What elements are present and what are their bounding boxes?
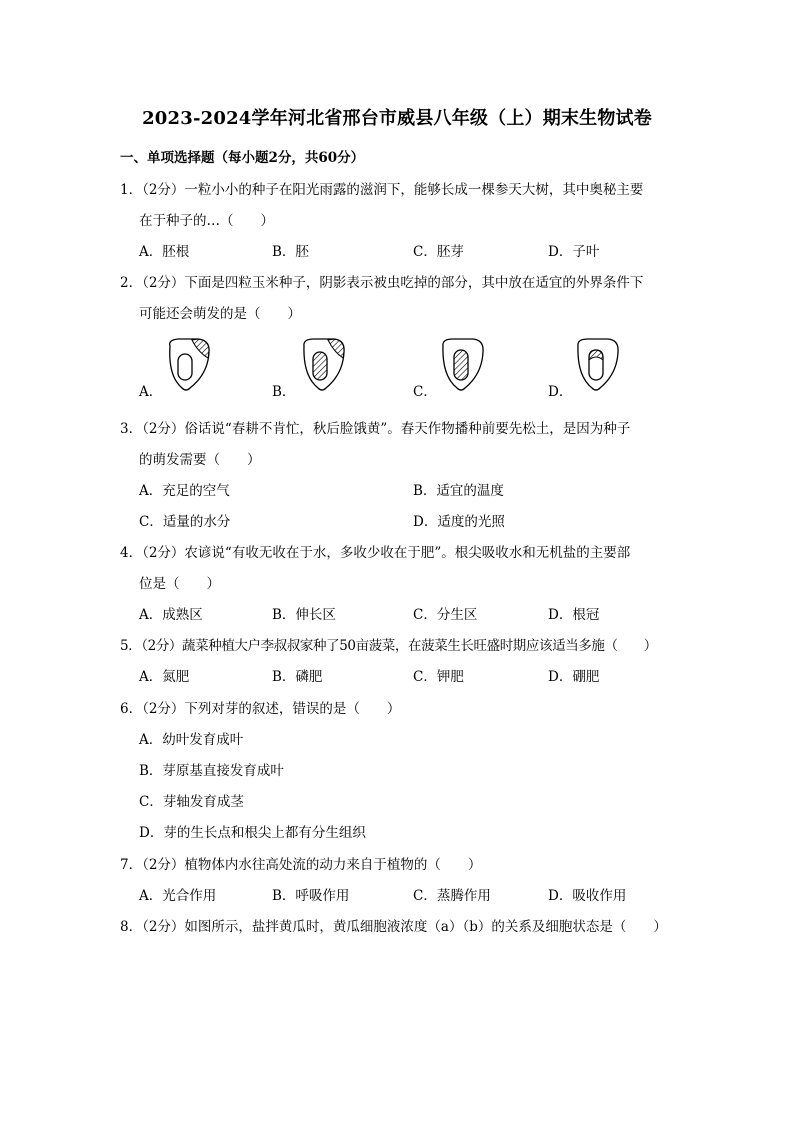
question-7-line1: 7．（2分）植物体内水往高处流的动力来自于植物的（ ） bbox=[120, 857, 482, 873]
seed-figure-d bbox=[572, 336, 624, 396]
question-4-line1: 4．（2分）农谚说“有收无收在于水，多收少收在于肥”。根尖吸收水和无机盐的主要部 bbox=[120, 545, 631, 561]
q3-option-a: A．充足的空气 bbox=[139, 483, 230, 499]
q6-option-a: A．幼叶发育成叶 bbox=[139, 732, 244, 748]
question-4-line2: 位是（ ） bbox=[139, 576, 220, 592]
page-title: 2023-2024学年河北省邢台市威县八年级（上）期末生物试卷 bbox=[142, 108, 652, 129]
q7-option-c: C．蒸腾作用 bbox=[413, 888, 491, 904]
q5-option-b: B．磷肥 bbox=[272, 669, 323, 685]
q7-option-b: B．呼吸作用 bbox=[272, 888, 350, 904]
q4-option-a: A．成熟区 bbox=[139, 607, 203, 623]
seed-figure-a bbox=[162, 336, 214, 396]
q5-option-a: A．氮肥 bbox=[139, 669, 190, 685]
q1-option-d: D．子叶 bbox=[548, 244, 600, 260]
q7-option-d: D．吸收作用 bbox=[548, 888, 627, 904]
q3-option-c: C．适量的水分 bbox=[139, 514, 231, 530]
q2-option-c: C． bbox=[413, 384, 437, 400]
question-5-line1: 5．（2分）蔬菜种植大户李叔叔家种了50亩菠菜，在菠菜生长旺盛时期应该适当多施（ ） bbox=[120, 638, 657, 654]
q1-option-b: B．胚 bbox=[272, 244, 309, 260]
q2-option-a: A． bbox=[139, 384, 163, 400]
q3-option-b: B．适宜的温度 bbox=[413, 483, 504, 499]
seed-figure-c bbox=[437, 336, 489, 396]
question-1-line2: 在于种子的…（ ） bbox=[139, 213, 274, 229]
question-8-line1: 8．（2分）如图所示，盐拌黄瓜时，黄瓜细胞液浓度（a）（b）的关系及细胞状态是（ ） bbox=[120, 919, 667, 935]
q7-option-a: A．光合作用 bbox=[139, 888, 217, 904]
q4-option-d: D．根冠 bbox=[548, 607, 600, 623]
question-2-line1: 2．（2分）下面是四粒玉米种子，阴影表示被虫吃掉的部分，其中放在适宜的外界条件下 bbox=[120, 275, 644, 291]
q2-option-b: B． bbox=[272, 384, 296, 400]
q5-option-d: D．硼肥 bbox=[548, 669, 600, 685]
question-3-line2: 的萌发需要（ ） bbox=[139, 452, 261, 468]
q5-option-c: C．钾肥 bbox=[413, 669, 464, 685]
q6-option-b: B．芽原基直接发育成叶 bbox=[139, 763, 284, 779]
q6-option-c: C．芽轴发育成茎 bbox=[139, 794, 244, 810]
q3-option-d: D．适度的光照 bbox=[413, 514, 505, 530]
q6-option-d: D．芽的生长点和根尖上都有分生组织 bbox=[139, 825, 366, 841]
question-1-line1: 1．（2分）一粒小小的种子在阳光雨露的滋润下，能够长成一棵参天大树，其中奥秘主要 bbox=[120, 182, 644, 198]
question-3-line1: 3．（2分）俗话说“春耕不肯忙，秋后脸饿黄”。春天作物播种前要先松土，是因为种子 bbox=[120, 421, 631, 437]
q1-option-a: A．胚根 bbox=[139, 244, 190, 260]
section-heading: 一、单项选择题（每小题2分，共60分） bbox=[120, 150, 365, 166]
q4-option-c: C．分生区 bbox=[413, 607, 478, 623]
q1-option-c: C．胚芽 bbox=[413, 244, 464, 260]
seed-figure-b bbox=[298, 336, 350, 396]
q2-option-d: D． bbox=[548, 384, 573, 400]
question-2-line2: 可能还会萌发的是（ ） bbox=[139, 306, 301, 322]
q4-option-b: B．伸长区 bbox=[272, 607, 336, 623]
question-6-line1: 6．（2分）下列对芽的叙述，错误的是（ ） bbox=[120, 701, 401, 717]
